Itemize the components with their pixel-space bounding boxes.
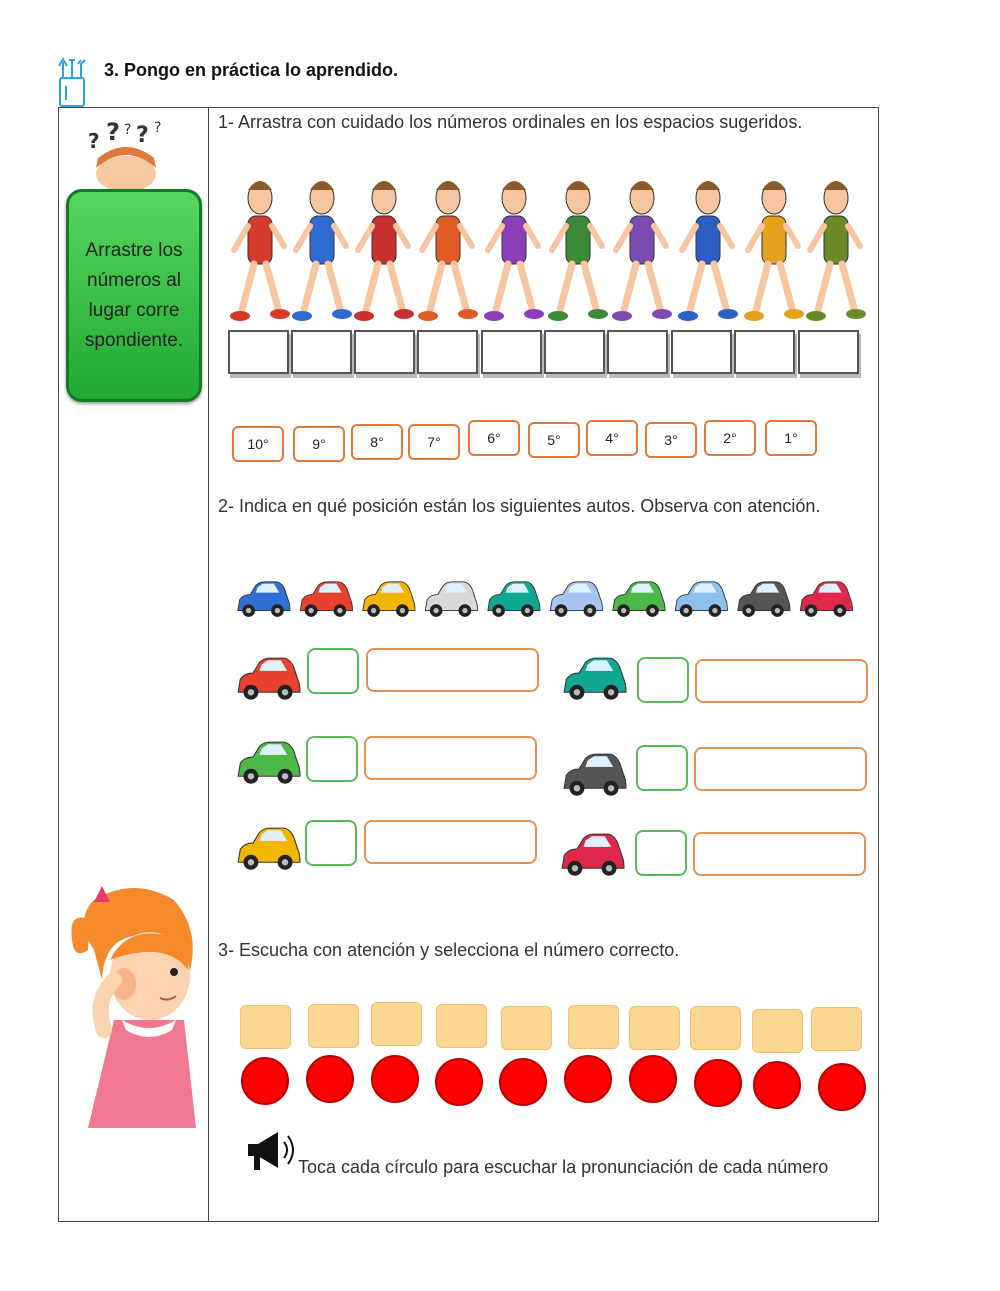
car-figure (238, 742, 300, 784)
ordinal-drop-zone[interactable] (607, 330, 668, 374)
answer-slot[interactable] (308, 1004, 359, 1048)
car-figure (564, 754, 626, 796)
position-word-box[interactable] (694, 747, 867, 791)
car-figure (488, 582, 540, 617)
ordinal-tile[interactable]: 7° (408, 424, 460, 460)
position-word-box[interactable] (695, 659, 868, 703)
question-car-icon (236, 656, 302, 696)
ordinal-drop-zone[interactable] (481, 330, 542, 374)
ordinal-tile[interactable]: 5° (528, 422, 580, 458)
question-car-icon (562, 752, 628, 792)
car-figure (300, 582, 352, 617)
answer-slot[interactable] (436, 1004, 487, 1048)
car-figure (425, 582, 477, 617)
question-car-icon (562, 656, 628, 696)
thinking-boy-icon (84, 118, 168, 176)
ordinal-tile[interactable]: 3° (645, 422, 697, 458)
ordinal-drop-zone[interactable] (798, 330, 859, 374)
pencil-cup-icon (54, 56, 90, 108)
car-figure (238, 828, 300, 870)
audio-hint-text: Toca cada círculo para escuchar la pronunciación de cada número (298, 1157, 829, 1177)
car-figure (238, 582, 290, 617)
position-number-box[interactable] (635, 830, 687, 876)
audio-circle-button[interactable] (753, 1061, 801, 1109)
position-word-box[interactable] (364, 820, 537, 864)
svg-text:?: ? (154, 120, 162, 136)
answer-slot[interactable] (811, 1007, 862, 1051)
runner-figure (806, 181, 866, 321)
car-figure (238, 658, 300, 700)
runner-figure (354, 181, 414, 321)
cars-row-illustration (232, 568, 862, 632)
column-divider (208, 107, 209, 1222)
car-figure (800, 582, 852, 617)
runner-figure (678, 181, 738, 321)
ordinal-drop-zone[interactable] (544, 330, 605, 374)
listening-girl-icon (64, 880, 204, 1128)
audio-circle-button[interactable] (629, 1055, 677, 1103)
ordinal-tile[interactable]: 9° (293, 426, 345, 462)
car-figure (550, 582, 602, 617)
answer-slot[interactable] (568, 1005, 619, 1049)
runner-figure (418, 181, 478, 321)
answer-slot[interactable] (240, 1005, 291, 1049)
svg-text:?: ? (136, 123, 149, 148)
svg-text:?: ? (124, 122, 132, 138)
ordinal-drop-zone[interactable] (228, 330, 289, 374)
ordinal-drop-zone[interactable] (354, 330, 415, 374)
ordinal-tile[interactable]: 6° (468, 420, 520, 456)
runner-figure (230, 181, 290, 321)
runner-figure (612, 181, 672, 321)
answer-slot[interactable] (629, 1006, 680, 1050)
car-figure (675, 582, 727, 617)
question-car-icon (560, 832, 626, 872)
audio-circle-button[interactable] (306, 1055, 354, 1103)
car-figure (738, 582, 790, 617)
car-figure (564, 658, 626, 700)
position-number-box[interactable] (306, 736, 358, 782)
ordinal-drop-zone[interactable] (291, 330, 352, 374)
answer-slot[interactable] (501, 1006, 552, 1050)
question-car-icon (236, 826, 302, 866)
ordinal-tile[interactable]: 8° (351, 424, 403, 460)
answer-slot[interactable] (752, 1009, 803, 1053)
car-figure (613, 582, 665, 617)
position-number-box[interactable] (305, 820, 357, 866)
position-word-box[interactable] (366, 648, 539, 692)
question-car-icon (236, 740, 302, 780)
ordinal-drop-zone[interactable] (417, 330, 478, 374)
position-number-box[interactable] (307, 648, 359, 694)
svg-text:?: ? (106, 118, 120, 146)
position-number-box[interactable] (636, 745, 688, 791)
car-figure (562, 834, 624, 876)
instruction-3: 3- Escucha con atención y selecciona el número correcto. (218, 940, 680, 960)
audio-circle-button[interactable] (241, 1057, 289, 1105)
ordinal-drop-zone[interactable] (734, 330, 795, 374)
answer-slot[interactable] (690, 1006, 741, 1050)
position-number-box[interactable] (637, 657, 689, 703)
ordinal-drop-zone[interactable] (671, 330, 732, 374)
audio-circle-button[interactable] (694, 1059, 742, 1107)
ordinal-tile[interactable]: 2° (704, 420, 756, 456)
runner-figure (484, 181, 544, 321)
drag-instruction-box (66, 189, 202, 402)
runner-figure (292, 181, 352, 321)
audio-hint (244, 1155, 854, 1179)
ordinal-tile[interactable]: 10° (232, 426, 284, 462)
audio-circle-button[interactable] (371, 1055, 419, 1103)
position-word-box[interactable] (364, 736, 537, 780)
svg-text:?: ? (88, 129, 100, 153)
audio-circle-button[interactable] (499, 1058, 547, 1106)
runner-figure (744, 181, 804, 321)
audio-circle-button[interactable] (435, 1058, 483, 1106)
ordinal-tile[interactable]: 4° (586, 420, 638, 456)
answer-slot[interactable] (371, 1002, 422, 1046)
audio-circle-button[interactable] (818, 1063, 866, 1111)
audio-circle-button[interactable] (564, 1055, 612, 1103)
car-figure (363, 582, 415, 617)
section-title: 3. Pongo en práctica lo aprendido. (104, 60, 399, 80)
instruction-1: 1- Arrastra con cuidado los números ordinales en los espacios sugeridos. (218, 112, 803, 132)
drag-instruction-text: Arrastre los números al lugar correspondiente. (84, 239, 184, 351)
instruction-2: 2- Indica en qué posición están los siguientes autos. Observa con atención. (218, 496, 821, 516)
ordinal-tile[interactable]: 1° (765, 420, 817, 456)
runner-figure (548, 181, 608, 321)
runners-illustration (224, 170, 864, 330)
position-word-box[interactable] (693, 832, 866, 876)
